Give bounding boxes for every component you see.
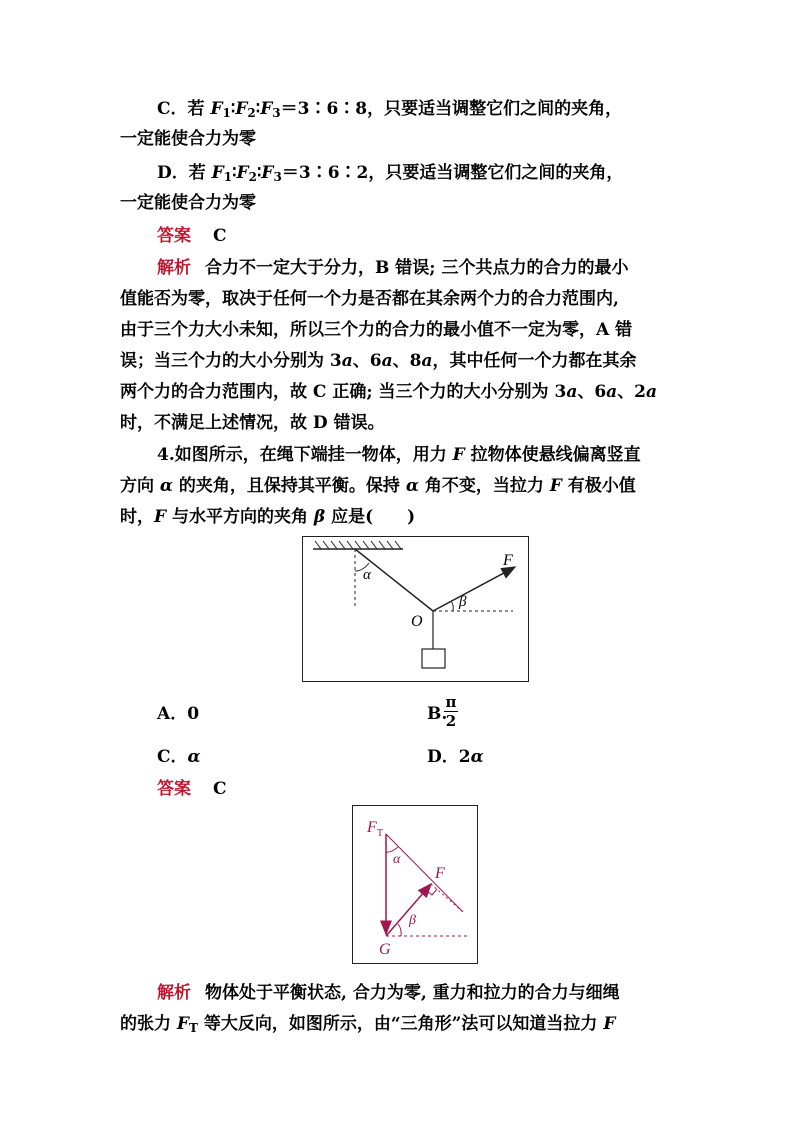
sub: 3: [272, 106, 281, 120]
text: 拉物体使悬线偏离竖直: [464, 445, 641, 465]
right-angle-mark: [426, 889, 437, 895]
beta-label: β: [409, 913, 416, 928]
fraction-numerator: π: [445, 693, 457, 711]
var-a: a: [566, 382, 578, 402]
sub: 3: [273, 170, 282, 184]
force-f-arrow: [433, 567, 515, 611]
option-d-continuation: 一定能使合力为零: [120, 193, 256, 213]
option-letter: C．: [157, 747, 188, 767]
text: 、2: [617, 382, 647, 402]
option-value: α: [187, 747, 201, 767]
question4-line1: [157, 443, 641, 467]
answer-value: C: [213, 226, 227, 246]
text: 误；当三个力的大小分别为 3: [120, 351, 342, 371]
beta-label: β: [459, 594, 467, 610]
beta-arc: [398, 924, 401, 936]
text: 角不变，当拉力: [418, 476, 550, 496]
var-F: F: [452, 445, 465, 465]
mass-box: [422, 649, 445, 668]
answer-label: 答案: [157, 226, 191, 246]
option-a-q4: A．0: [157, 704, 200, 724]
text: 两个力的合力范围内，故 C 正确; 当三个力的大小分别为 3: [120, 382, 567, 402]
colon: ∶: [232, 163, 237, 183]
question4-line2: [120, 474, 636, 498]
var-a: a: [341, 351, 353, 371]
question4-line3: [120, 505, 415, 529]
analysis-text: 合力不一定大于分力，B 错误; 三个共点力的合力的最小: [205, 258, 629, 278]
option-c-question3: [157, 97, 622, 125]
fraction-pi-over-2: [444, 693, 458, 730]
analysis-q3-line4: [120, 349, 636, 373]
beta-arc: [451, 601, 453, 611]
option-letter: D．2: [427, 747, 471, 767]
analysis-q3-line3: 由于三个力大小未知，所以三个力的合力的最小值不一定为零，A 错: [120, 320, 633, 340]
var-alpha: α: [405, 476, 419, 496]
text: 应是( ): [325, 507, 416, 527]
text: 与水平方向的夹角: [166, 507, 314, 527]
sub: 2: [248, 170, 257, 184]
text: 、8: [392, 351, 422, 371]
text: 、6: [577, 382, 607, 402]
f2-symbol: F: [235, 99, 248, 119]
o-label: O: [411, 613, 423, 630]
f3-symbol: F: [261, 163, 274, 183]
colon: ∶: [255, 99, 261, 119]
f1-symbol: F: [211, 163, 224, 183]
var-a: a: [646, 382, 658, 402]
option-letter: B.: [427, 704, 448, 724]
ceiling-hatch: [315, 541, 401, 549]
figure-triangle-svg: [353, 806, 477, 963]
analysis-q3-line2: 值能否为零，取决于任何一个力是否都在其余两个力的合力范围内,: [120, 289, 619, 309]
var-alpha: α: [159, 476, 174, 496]
option-letter: C．若: [157, 99, 211, 119]
text: 4.如图所示，在绳下端挂一物体，用力: [157, 445, 453, 465]
f3-symbol: F: [260, 99, 273, 119]
force-f-vector: [386, 884, 431, 936]
analysis-q3-line1: [157, 256, 628, 280]
option-d-q4: [427, 745, 484, 769]
text: 、6: [352, 351, 382, 371]
text: 方向: [120, 476, 160, 496]
ft-label: F: [367, 819, 377, 836]
analysis-label: 解析: [157, 258, 191, 278]
var-F: F: [549, 476, 562, 496]
ratio-text: ＝3∶6∶8，只要适当调整它们之间的夹角，: [280, 99, 623, 119]
analysis-text: 物体处于平衡状态, 合力为零, 重力和拉力的合力与细绳: [205, 983, 620, 1003]
var-beta: β: [313, 507, 326, 527]
sub: T: [189, 1021, 198, 1035]
alpha-label: α: [363, 567, 371, 583]
ft-subscript: T: [377, 828, 384, 839]
figure-rope-svg: [303, 537, 528, 681]
var-F: F: [603, 1014, 616, 1034]
figure-rope-diagram: [302, 536, 529, 682]
answer-value: C: [213, 779, 227, 799]
analysis-q3-line5: [120, 380, 657, 404]
answer-q3: [157, 224, 227, 248]
var-a: a: [421, 351, 433, 371]
var-a: a: [381, 351, 393, 371]
colon: ∶: [230, 99, 236, 119]
text: ，其中任何一个力都在其余: [432, 351, 637, 371]
option-value: α: [470, 747, 484, 767]
f2-symbol: F: [236, 163, 249, 183]
f-label: F: [435, 865, 445, 882]
option-letter: D．若: [157, 163, 212, 183]
var-FT: F: [176, 1014, 189, 1034]
f-label: F: [503, 552, 513, 569]
option-c-continuation: 一定能使合力为零: [120, 129, 256, 149]
ratio-text: ＝3∶6∶2，只要适当调整它们之间的夹角，: [281, 163, 624, 183]
sub: 1: [223, 170, 233, 184]
g-label: G: [379, 941, 391, 958]
text: 的张力: [120, 1014, 177, 1034]
text: 的夹角，且保持其平衡。保持: [173, 476, 406, 496]
analysis-label: 解析: [157, 983, 191, 1003]
alpha-label: α: [393, 852, 401, 867]
f1-symbol: F: [210, 99, 223, 119]
var-F: F: [154, 507, 167, 527]
option-d-question3: [157, 161, 623, 189]
text: 等大反向，如图所示，由“三角形”法可以知道当拉力: [197, 1014, 604, 1034]
var-a: a: [606, 382, 618, 402]
sub: 1: [222, 106, 231, 120]
fraction-denominator: 2: [445, 712, 457, 730]
answer-label: 答案: [157, 779, 191, 799]
extension-dotted: [431, 884, 463, 912]
answer-q4: [157, 777, 227, 801]
sub: 2: [247, 106, 256, 120]
option-c-q4: [157, 745, 201, 769]
figure-force-triangle: [352, 805, 478, 964]
analysis-q4-line1: [157, 981, 620, 1005]
analysis-q4-line2: [120, 1012, 615, 1040]
colon: ∶: [256, 163, 262, 183]
analysis-q3-line6: 时，不满足上述情况，故 D 错误。: [120, 413, 385, 433]
text: 时，: [120, 507, 154, 527]
tension-direction-line: [386, 834, 463, 912]
text: 有极小值: [561, 476, 636, 496]
